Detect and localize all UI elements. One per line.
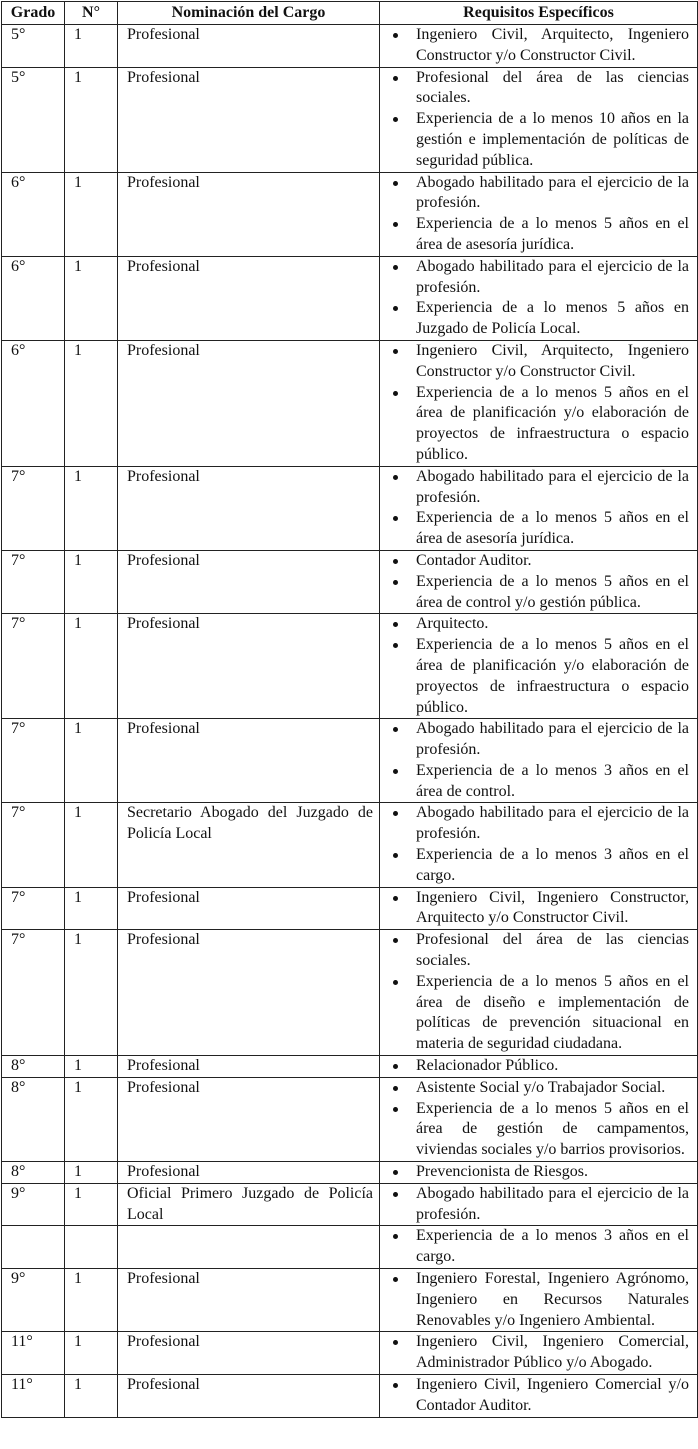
requisito-item: Asistente Social y/o Trabajador Social. <box>390 1078 689 1099</box>
cell-grado: 8° <box>2 1162 65 1184</box>
requisitos-list <box>390 467 689 550</box>
cell-requisitos <box>380 172 698 256</box>
requisitos-list <box>390 25 689 67</box>
cell-nominacion: Profesional <box>118 340 380 466</box>
requisitos-list <box>390 551 689 613</box>
cell-requisitos <box>380 67 698 172</box>
header-requisitos: Requisitos Específicos <box>380 2 698 25</box>
table-row <box>2 67 698 172</box>
requisito-item: Experiencia de a lo menos 5 años en el área de planificación y/o elaboración de proyectos de infraestructura o espacio público. <box>390 383 689 466</box>
requisito-item: Experiencia de a lo menos 3 años en el cargo. <box>390 845 689 887</box>
cell-nominacion: Profesional <box>118 67 380 172</box>
cell-nominacion: Profesional <box>118 614 380 719</box>
header-numero: N° <box>65 2 118 25</box>
cell-grado: 7° <box>2 887 65 930</box>
cell-nominacion <box>118 1226 380 1269</box>
requisito-item: Experiencia de a lo menos 5 años en el área de diseño e implementación de políticas de prevención situacional en materia de seguridad ciudadana. <box>390 972 689 1055</box>
cell-nominacion: Profesional <box>118 887 380 930</box>
table-row <box>2 1162 698 1184</box>
requisito-item: Prevencionista de Riesgos. <box>390 1162 689 1183</box>
requisito-item: Abogado habilitado para el ejercicio de la profesión. <box>390 1184 689 1226</box>
cell-requisitos <box>380 1226 698 1269</box>
requisito-item: Experiencia de a lo menos 5 años en el área de planificación y/o elaboración de proyectos de infraestructura o espacio público. <box>390 635 689 718</box>
cell-grado: 8° <box>2 1077 65 1161</box>
table-row <box>2 1375 698 1418</box>
cell-nominacion: Profesional <box>118 550 380 613</box>
requisitos-list <box>390 1078 689 1161</box>
cell-nominacion: Profesional <box>118 1269 380 1332</box>
requisito-item: Experiencia de a lo menos 5 años en el área de asesoría jurídica. <box>390 508 689 550</box>
table-row <box>2 172 698 256</box>
cell-grado: 9° <box>2 1269 65 1332</box>
cell-numero: 1 <box>65 550 118 613</box>
cell-nominacion: Profesional <box>118 466 380 550</box>
requisitos-list <box>390 173 689 256</box>
cell-grado: 9° <box>2 1183 65 1226</box>
cell-numero: 1 <box>65 1183 118 1226</box>
cell-numero <box>65 1226 118 1269</box>
cell-nominacion: Oficial Primero Juzgado de Policía Local <box>118 1183 380 1226</box>
requisito-item: Profesional del área de las ciencias sociales. <box>390 68 689 110</box>
requisito-item: Ingeniero Civil, Ingeniero Constructor, Arquitecto y/o Constructor Civil. <box>390 888 689 930</box>
requisitos-list <box>390 1184 689 1226</box>
requisitos-list <box>390 888 689 930</box>
requisitos-list <box>390 1375 689 1417</box>
cell-numero: 1 <box>65 1056 118 1078</box>
requisito-item: Experiencia de a lo menos 5 años en Juzgado de Policía Local. <box>390 298 689 340</box>
cell-nominacion: Profesional <box>118 172 380 256</box>
cell-requisitos <box>380 256 698 340</box>
cell-nominacion: Profesional <box>118 256 380 340</box>
requisitos-list <box>390 1226 689 1268</box>
cell-numero: 1 <box>65 614 118 719</box>
cell-grado: 6° <box>2 256 65 340</box>
requisito-item: Abogado habilitado para el ejercicio de la profesión. <box>390 719 689 761</box>
cell-numero: 1 <box>65 1332 118 1375</box>
cell-grado: 7° <box>2 930 65 1056</box>
cell-nominacion: Profesional <box>118 1162 380 1184</box>
requisito-item: Arquitecto. <box>390 614 689 635</box>
cell-numero: 1 <box>65 1162 118 1184</box>
cell-requisitos <box>380 614 698 719</box>
cell-grado: 8° <box>2 1056 65 1078</box>
cell-numero: 1 <box>65 256 118 340</box>
table-row <box>2 1183 698 1226</box>
requisitos-list <box>390 341 689 466</box>
cell-grado: 5° <box>2 67 65 172</box>
cell-nominacion: Profesional <box>118 1332 380 1375</box>
requisito-item: Experiencia de a lo menos 5 años en el área de control y/o gestión pública. <box>390 572 689 614</box>
cell-nominacion: Profesional <box>118 1077 380 1161</box>
cell-requisitos <box>380 340 698 466</box>
requisito-item: Experiencia de a lo menos 3 años en el área de control. <box>390 761 689 803</box>
cell-numero: 1 <box>65 930 118 1056</box>
cell-grado <box>2 1226 65 1269</box>
requisitos-list <box>390 68 689 172</box>
requisito-item: Contador Auditor. <box>390 551 689 572</box>
requisito-item: Abogado habilitado para el ejercicio de la profesión. <box>390 173 689 215</box>
header-grado: Grado <box>2 2 65 25</box>
cell-requisitos <box>380 550 698 613</box>
requisito-item: Experiencia de a lo menos 10 años en la gestión e implementación de políticas de seguridad pública. <box>390 109 689 171</box>
requisitos-list <box>390 614 689 718</box>
requisitos-list <box>390 1056 689 1077</box>
cell-requisitos <box>380 1375 698 1418</box>
cell-nominacion: Secretario Abogado del Juzgado de Policía Local <box>118 803 380 887</box>
header-row <box>2 2 698 25</box>
cell-nominacion: Profesional <box>118 719 380 803</box>
table-row <box>2 1332 698 1375</box>
table-row <box>2 887 698 930</box>
cell-requisitos <box>380 1332 698 1375</box>
cell-nominacion: Profesional <box>118 25 380 68</box>
cell-grado: 7° <box>2 466 65 550</box>
cell-numero: 1 <box>65 67 118 172</box>
table-row <box>2 1226 698 1269</box>
requisito-item: Abogado habilitado para el ejercicio de la profesión. <box>390 467 689 509</box>
cell-requisitos <box>380 719 698 803</box>
cell-numero: 1 <box>65 340 118 466</box>
cell-requisitos <box>380 1183 698 1226</box>
table-row <box>2 930 698 1056</box>
requisito-item: Abogado habilitado para el ejercicio de la profesión. <box>390 803 689 845</box>
cell-grado: 11° <box>2 1332 65 1375</box>
cell-numero: 1 <box>65 803 118 887</box>
cell-grado: 7° <box>2 803 65 887</box>
cell-numero: 1 <box>65 1375 118 1418</box>
cell-requisitos <box>380 1077 698 1161</box>
cell-grado: 7° <box>2 550 65 613</box>
cell-requisitos <box>380 803 698 887</box>
cell-numero: 1 <box>65 719 118 803</box>
requisito-item: Experiencia de a lo menos 3 años en el cargo. <box>390 1226 689 1268</box>
requisito-item: Ingeniero Civil, Ingeniero Comercial, Administrador Público y/o Abogado. <box>390 1332 689 1374</box>
cell-requisitos <box>380 466 698 550</box>
cell-nominacion: Profesional <box>118 930 380 1056</box>
table-row <box>2 466 698 550</box>
cell-requisitos <box>380 1162 698 1184</box>
cell-nominacion: Profesional <box>118 1375 380 1418</box>
cell-grado: 5° <box>2 25 65 68</box>
cell-numero: 1 <box>65 172 118 256</box>
requisitos-list <box>390 1162 689 1183</box>
requisitos-list <box>390 257 689 340</box>
cell-requisitos <box>380 25 698 68</box>
table-row <box>2 803 698 887</box>
cell-requisitos <box>380 1269 698 1332</box>
requisito-item: Experiencia de a lo menos 5 años en el área de gestión de campamentos, viviendas sociales y/o barrios provisorios. <box>390 1099 689 1161</box>
cell-grado: 7° <box>2 719 65 803</box>
requisitos-list <box>390 930 689 1055</box>
table-row <box>2 719 698 803</box>
table-row <box>2 25 698 68</box>
table-row <box>2 614 698 719</box>
table-row <box>2 550 698 613</box>
cell-grado: 6° <box>2 340 65 466</box>
requisito-item: Ingeniero Civil, Arquitecto, Ingeniero Constructor y/o Constructor Civil. <box>390 341 689 383</box>
cell-numero: 1 <box>65 887 118 930</box>
requisito-item: Ingeniero Forestal, Ingeniero Agrónomo, Ingeniero en Recursos Naturales Renovables y/o Ingeniero Ambiental. <box>390 1269 689 1331</box>
table-body <box>2 25 698 1418</box>
cell-numero: 1 <box>65 1077 118 1161</box>
requisitos-list <box>390 1332 689 1374</box>
requisito-item: Ingeniero Civil, Arquitecto, Ingeniero Constructor y/o Constructor Civil. <box>390 25 689 67</box>
table-row <box>2 1077 698 1161</box>
requisitos-list <box>390 719 689 802</box>
cell-grado: 11° <box>2 1375 65 1418</box>
cell-numero: 1 <box>65 1269 118 1332</box>
table-row <box>2 340 698 466</box>
table-row <box>2 1056 698 1078</box>
requisito-item: Experiencia de a lo menos 5 años en el área de asesoría jurídica. <box>390 214 689 256</box>
requisito-item: Abogado habilitado para el ejercicio de la profesión. <box>390 257 689 299</box>
requisito-item: Relacionador Público. <box>390 1056 689 1077</box>
cell-grado: 6° <box>2 172 65 256</box>
header-nominacion: Nominación del Cargo <box>118 2 380 25</box>
cell-numero: 1 <box>65 466 118 550</box>
table-row <box>2 256 698 340</box>
requisitos-list <box>390 1269 689 1331</box>
cell-numero: 1 <box>65 25 118 68</box>
cell-nominacion: Profesional <box>118 1056 380 1078</box>
cargos-table <box>1 1 698 1418</box>
requisito-item: Profesional del área de las ciencias sociales. <box>390 930 689 972</box>
cell-requisitos <box>380 1056 698 1078</box>
cell-requisitos <box>380 887 698 930</box>
requisito-item: Ingeniero Civil, Ingeniero Comercial y/o Contador Auditor. <box>390 1375 689 1417</box>
cell-requisitos <box>380 930 698 1056</box>
requisitos-list <box>390 803 689 886</box>
cell-grado: 7° <box>2 614 65 719</box>
table-row <box>2 1269 698 1332</box>
